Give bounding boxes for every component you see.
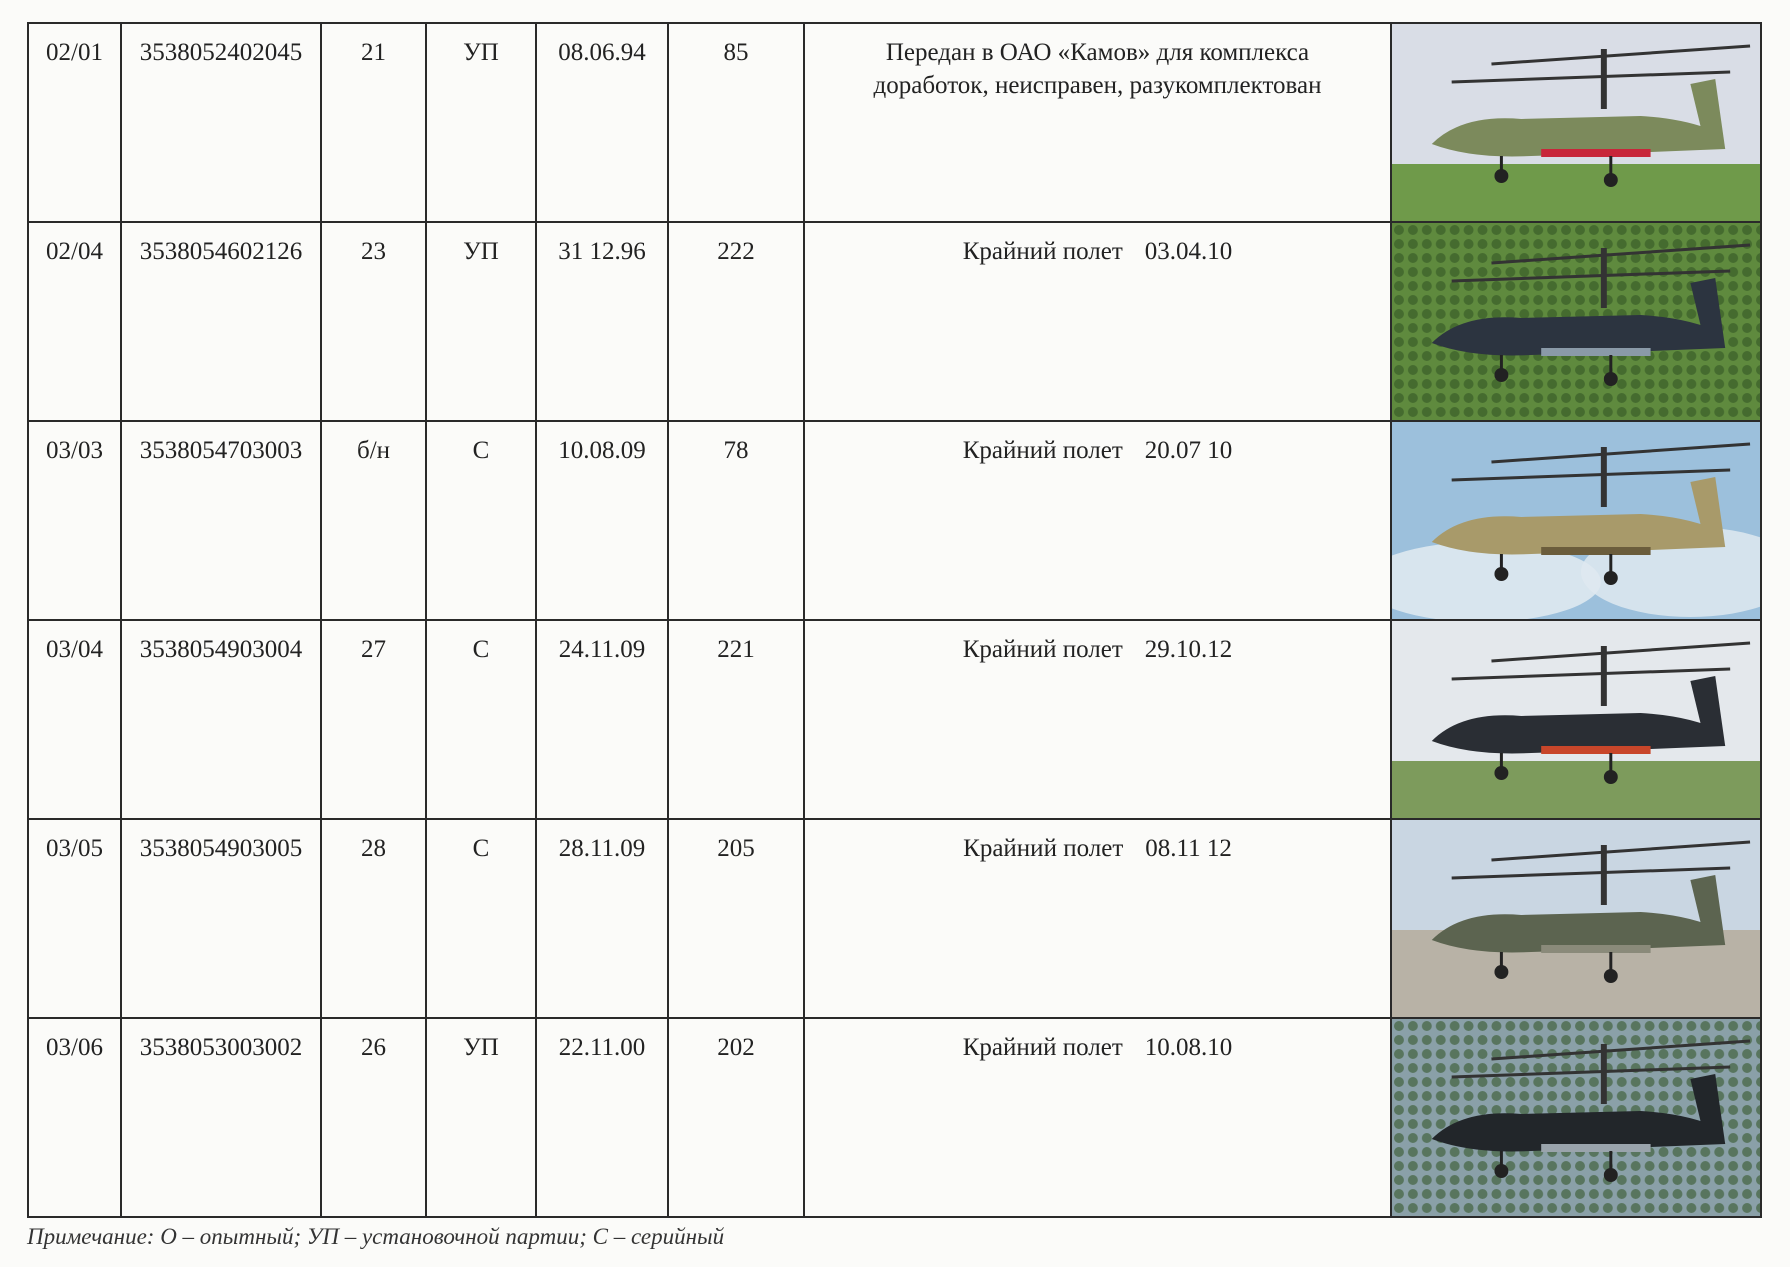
type-cell: УП	[426, 222, 536, 421]
table-row	[28, 819, 1761, 1018]
last-flight-note	[825, 633, 1370, 666]
helicopter-image	[1392, 223, 1760, 420]
date-cell: 24.11.09	[536, 620, 668, 819]
registry-body	[28, 23, 1761, 1217]
type-cell: С	[426, 620, 536, 819]
board-cell: 03/04	[28, 620, 121, 819]
helicopter-image	[1392, 422, 1760, 619]
tail-number-cell: 27	[321, 620, 426, 819]
table-row	[28, 1018, 1761, 1217]
hours-cell: 205	[668, 819, 804, 1018]
helicopter-photo	[1391, 819, 1761, 1018]
board-cell: 03/05	[28, 819, 121, 1018]
helicopter-image	[1392, 24, 1760, 221]
board-cell: 02/01	[28, 23, 121, 222]
table-row	[28, 222, 1761, 421]
note-cell	[804, 222, 1391, 421]
tail-number-cell: 26	[321, 1018, 426, 1217]
helicopter-image	[1392, 621, 1760, 818]
serial-cell: 3538052402045	[121, 23, 321, 222]
table-row	[28, 620, 1761, 819]
tail-number-cell: 28	[321, 819, 426, 1018]
helicopter-photo	[1391, 620, 1761, 819]
last-flight-note	[825, 832, 1370, 865]
type-cell: УП	[426, 1018, 536, 1217]
date-cell: 31 12.96	[536, 222, 668, 421]
serial-cell: 3538053003002	[121, 1018, 321, 1217]
hours-cell: 78	[668, 421, 804, 620]
last-flight-label: Крайний полет	[963, 835, 1124, 862]
helicopter-photo	[1391, 1018, 1761, 1217]
last-flight-label: Крайний полет	[962, 636, 1123, 663]
last-flight-date: 08.11 12	[1145, 835, 1232, 862]
serial-cell: 3538054602126	[121, 222, 321, 421]
tail-number-cell: б/н	[321, 421, 426, 620]
table-row	[28, 23, 1761, 222]
note-cell	[804, 1018, 1391, 1217]
helicopter-registry-table	[27, 22, 1762, 1218]
last-flight-note	[825, 235, 1370, 268]
table-row	[28, 421, 1761, 620]
helicopter-image	[1392, 820, 1760, 1017]
last-flight-date: 29.10.12	[1144, 636, 1233, 663]
hours-cell: 221	[668, 620, 804, 819]
date-cell: 22.11.00	[536, 1018, 668, 1217]
last-flight-note	[825, 434, 1370, 467]
last-flight-label: Крайний полет	[962, 437, 1123, 464]
type-cell: УП	[426, 23, 536, 222]
type-cell: С	[426, 421, 536, 620]
footnote: Примечание: О – опытный; УП – установочной партии; С – серийный	[27, 1224, 725, 1249]
note-cell	[804, 620, 1391, 819]
helicopter-photo	[1391, 23, 1761, 222]
note-cell	[804, 421, 1391, 620]
helicopter-photo	[1391, 421, 1761, 620]
board-cell: 03/06	[28, 1018, 121, 1217]
note-cell	[804, 23, 1391, 222]
last-flight-date: 10.08.10	[1144, 1034, 1233, 1061]
serial-cell: 3538054903005	[121, 819, 321, 1018]
serial-cell: 3538054903004	[121, 620, 321, 819]
last-flight-date: 03.04.10	[1144, 238, 1233, 265]
serial-cell: 3538054703003	[121, 421, 321, 620]
tail-number-cell: 23	[321, 222, 426, 421]
note-line: Передан в ОАО «Камов» для комплекса	[885, 39, 1310, 66]
last-flight-date: 20.07 10	[1144, 437, 1233, 464]
helicopter-photo	[1391, 222, 1761, 421]
board-cell: 03/03	[28, 421, 121, 620]
board-cell: 02/04	[28, 222, 121, 421]
hours-cell: 222	[668, 222, 804, 421]
helicopter-image	[1392, 1019, 1760, 1216]
date-cell: 10.08.09	[536, 421, 668, 620]
type-cell: С	[426, 819, 536, 1018]
date-cell: 28.11.09	[536, 819, 668, 1018]
hours-cell: 85	[668, 23, 804, 222]
tail-number-cell: 21	[321, 23, 426, 222]
last-flight-label: Крайний полет	[962, 238, 1123, 265]
last-flight-note	[825, 1031, 1370, 1064]
note-line: доработок, неисправен, разукомплектован	[873, 72, 1322, 99]
hours-cell: 202	[668, 1018, 804, 1217]
note-cell	[804, 819, 1391, 1018]
last-flight-label: Крайний полет	[962, 1034, 1123, 1061]
date-cell: 08.06.94	[536, 23, 668, 222]
